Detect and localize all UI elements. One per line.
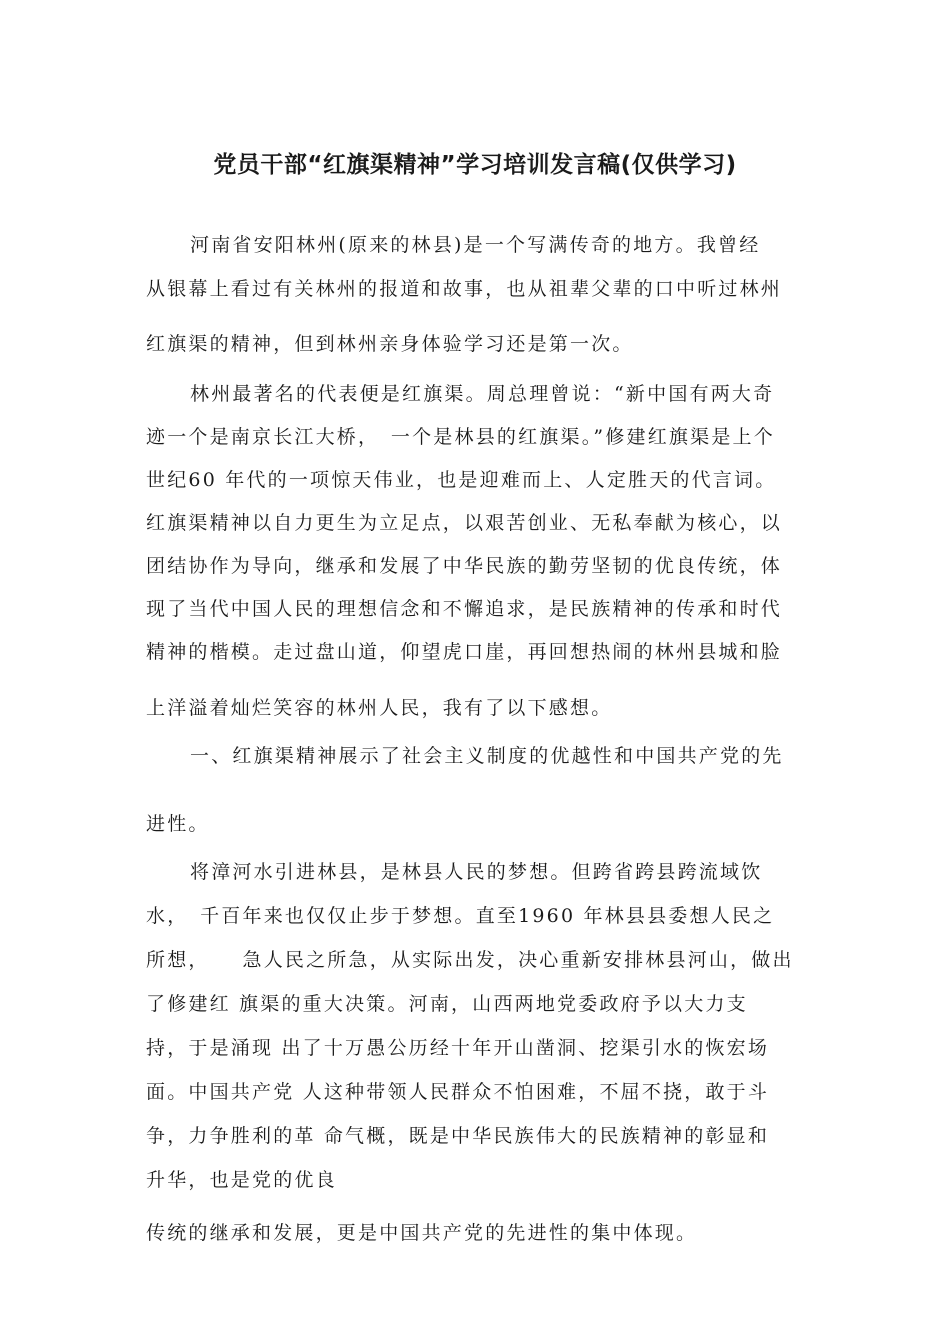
text-line: 迹一个是南京长江大桥， 一个是林县的红旗渠。”修建红旗渠是上个 [146, 426, 775, 448]
text-line: 升华，也是党的优良 [146, 1169, 337, 1191]
text-line: 从银幕上看过有关林州的报道和故事，也从祖辈父辈的口中听过林州 [146, 278, 783, 300]
text-line: 了修建红 旗渠的重大决策。河南，山西两地党委政府予以大力支 [146, 993, 748, 1015]
text-line: 红旗渠精神以自力更生为立足点，以艰苦创业、无私奉献为核心，以 [146, 512, 783, 534]
text-line: 现了当代中国人民的理想信念和不懈追求，是民族精神的传承和时代 [146, 598, 783, 620]
text-line: 上洋溢着灿烂笑容的林州人民，我有了以下感想。 [146, 697, 613, 719]
text-line: 持，于是涌现 出了十万愚公历经十年开山凿洞、挖渠引水的恢宏场 [146, 1037, 770, 1059]
text-line: 传统的继承和发展，更是中国共产党的先进性的集中体现。 [146, 1222, 698, 1244]
text-line: 林州最著名的代表便是红旗渠。周总理曾说：“新中国有两大奇 [190, 383, 775, 405]
text-line: 河南省安阳林州(原来的林县)是一个写满传奇的地方。我曾经 [190, 234, 761, 256]
text-line: 水， 千百年来也仅仅止步于梦想。直至1960 年林县县委想人民之 [146, 905, 775, 927]
document-title: 党员干部“红旗渠精神”学习培训发言稿(仅供学习) [213, 152, 737, 178]
text-line: 争，力争胜利的革 命气概，既是中华民族伟大的民族精神的彰显和 [146, 1125, 770, 1147]
text-line: 精神的楷模。走过盘山道，仰望虎口崖，再回想热闹的林州县城和脸 [146, 641, 783, 663]
text-line: 团结协作为导向，继承和发展了中华民族的勤劳坚韧的优良传统，体 [146, 555, 783, 577]
text-line: 面。中国共产党 人这种带领人民群众不怕困难，不屈不挠，敢于斗 [146, 1081, 770, 1103]
section-heading-line: 进性。 [146, 813, 210, 835]
text-line: 将漳河水引进林县，是林县人民的梦想。但跨省跨县跨流域饮 [190, 861, 763, 883]
text-line: 红旗渠的精神，但到林州亲身体验学习还是第一次。 [146, 333, 634, 355]
text-line: 所想， 急人民之所急，从实际出发，决心重新安排林县河山，做出 [146, 949, 794, 971]
section-heading-line: 一、红旗渠精神展示了社会主义制度的优越性和中国共产党的先 [190, 745, 784, 767]
text-line: 世纪60 年代的一项惊天伟业，也是迎难而上、人定胜天的代言词。 [146, 469, 777, 491]
